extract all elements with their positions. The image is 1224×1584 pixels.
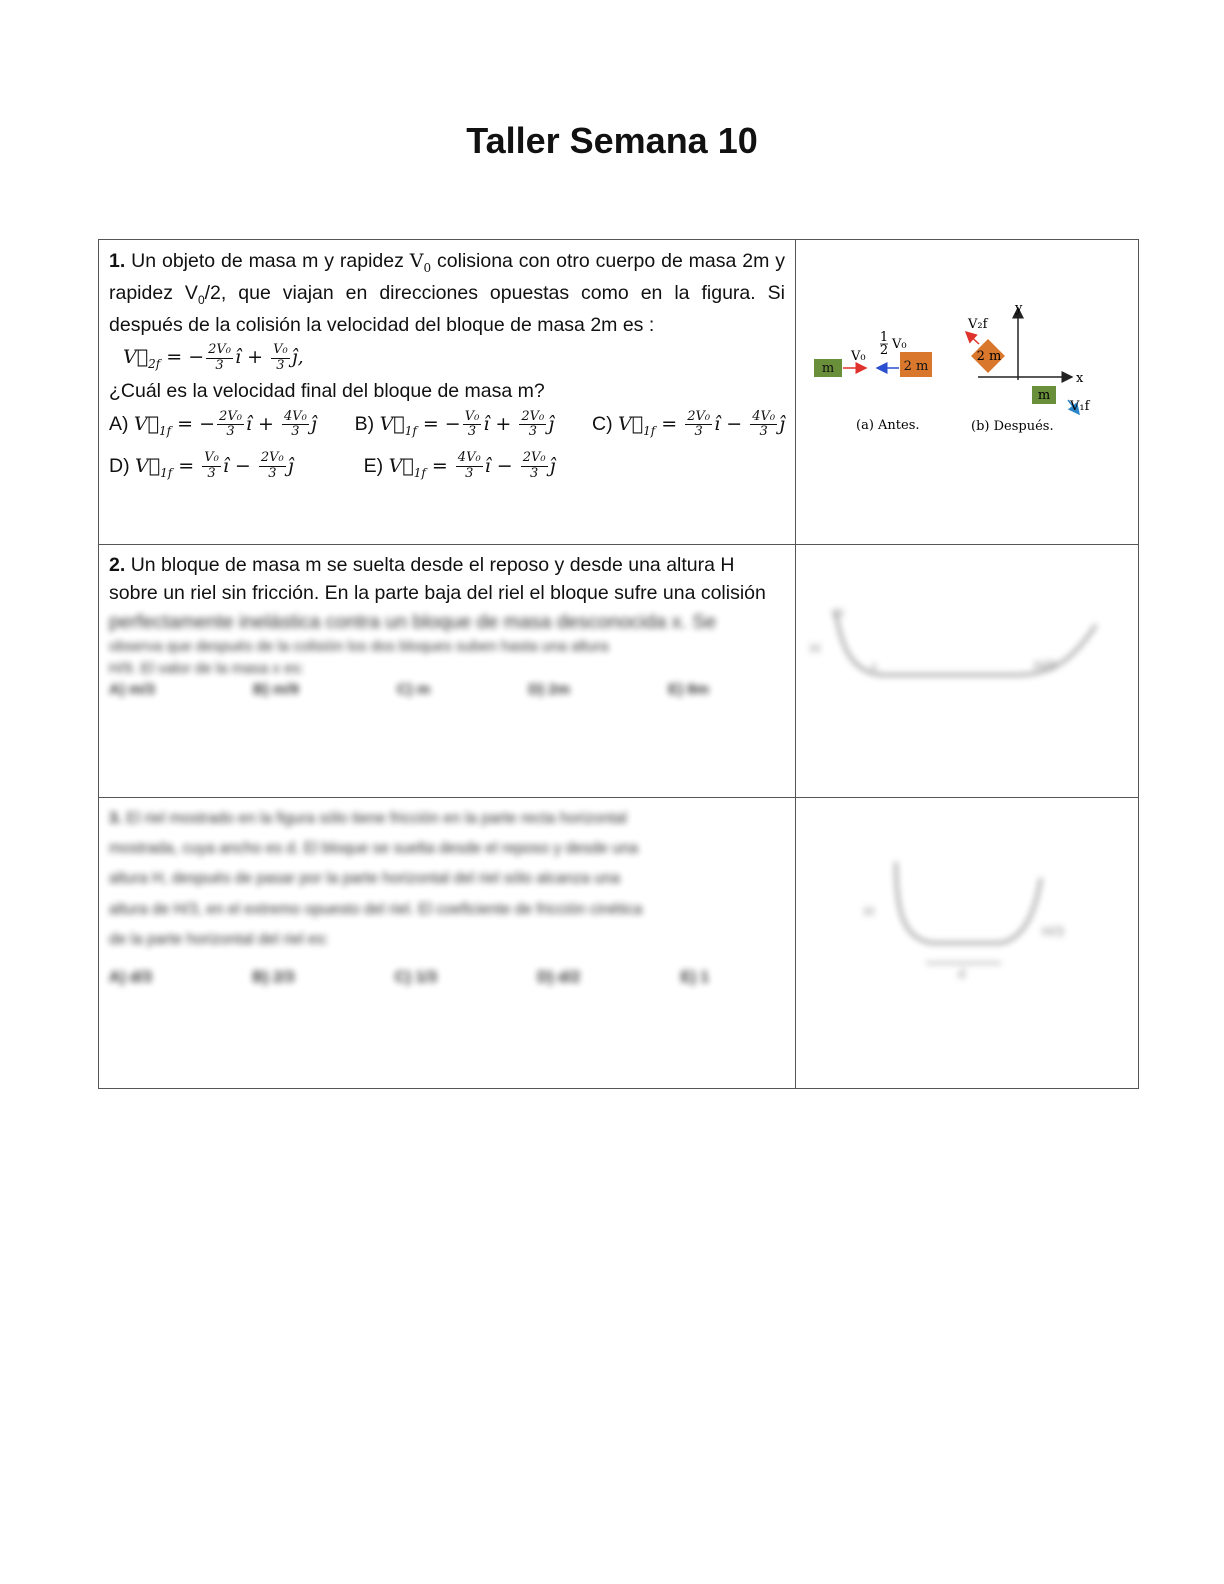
question-3-figure: [796, 798, 1139, 1089]
question-1-text: 1. Un objeto de masa m y rapidez $V_0$ colisiona con otro cuerpo de masa 2m y rapidez $V_0/2$, que viajan en direcciones opuestas como en la figura. Si después de la colisión la velocidad del bloque de masa 2m es : $V⃗_{2f}$ = − $\frac{\text{2V₀}}{3}$ î + $\frac{\text{V₀}}{3}$ ĵ, ¿Cuál es la velocidad final del bloque de masa m? A) $V⃗_{1f}$ = − $\frac{\text{2V₀}}{3}$ î + $\frac{\text{4V₀}}{3}$ ĵ B) $V⃗_{1f}$ = − $\frac{\text{V₀}}{3}$ î + $\frac{\text{2V₀}}{3}$ ĵ C) $V⃗_{1f}$ = $\frac{\text{2V₀}}{3}$ î − $\frac{\text{4V₀}}{3}$ ĵ D) $V⃗_{1f}$ = $\frac{\text{V₀}}{3}$ î − $\frac{\text{2V₀}}{3}$ ĵ E) $V⃗_{1f}$ = $\frac{\text{4V₀}}{3}$ î − $\frac{\text{2V₀}}{3}$ ĵ: [99, 240, 796, 545]
svg-text:x: x: [871, 659, 877, 673]
question-2-figure: [796, 545, 1139, 798]
question-row-2: [99, 545, 1139, 798]
v2f-arrow: [966, 332, 979, 344]
option-d: D) $V⃗_{1f}$ = $\frac{\text{V₀}}{3}$ î − $\frac{\text{2V₀}}{3}$ ĵ: [109, 450, 294, 482]
ramp-diagram-3: [796, 798, 1136, 1072]
option-c: C) $V⃗_{1f}$ = $\frac{\text{2V₀}}{3}$ î − $\frac{\text{4V₀}}{3}$ ĵ: [592, 408, 785, 440]
collision-diagram: [796, 240, 1136, 528]
svg-text:H: H: [810, 640, 821, 656]
question-number: 2.: [109, 554, 126, 576]
question-3-options: A) d/3 B) 2/3 C) 1/3 D) d/2 E) 1: [109, 969, 709, 987]
question-2-options: A) m/3 B) m/9 C) m D) 2m E) 8m: [109, 681, 709, 699]
question-row-1: [99, 240, 1139, 545]
question-2-text: 2. Un bloque de masa m se suelta desde el reposo y desde una altura H sobre un riel sin fricción. En la parte baja del riel el bloque sufre una colisión perfectamente inelástica contra un bloque de masa desconocida x. Se observa que después de la colisión los dos bloques suben hasta una altura H/9. El valor de la masa x es: A) m/3 B) m/9 C) m D) 2m E) 8m: [99, 545, 796, 798]
half-v-label: V₀: [892, 337, 907, 352]
page-title: Taller Semana 10: [466, 120, 758, 161]
block-m-after-label: m: [1037, 388, 1051, 403]
svg-text:m: m: [832, 604, 844, 620]
half-den: 2: [879, 343, 889, 358]
v0-label: V₀: [851, 349, 866, 364]
caption-antes: (a) Antes.: [856, 418, 920, 433]
questions-table: [98, 239, 1139, 1089]
question-row-3: [99, 798, 1139, 1089]
question-1-figure: [796, 240, 1139, 545]
ramp-diagram-2: [796, 545, 1136, 781]
x-axis-label: x: [1076, 371, 1084, 386]
options-row-2: [109, 451, 785, 483]
option-e: E) $V⃗_{1f}$ = $\frac{\text{4V₀}}{3}$ î − $\frac{\text{2V₀}}{3}$ ĵ: [363, 450, 556, 482]
question-3-text: 3. El riel mostrado en la figura sólo tiene fricción en la parte recta horizontal mostrada, cuya ancho es d. El bloque se suelta desde el reposo y desde una altura H, después de pasar por la parte horizontal del riel sólo alcanza una altura de H/3, en el extremo opuesto del riel. El coeficiente de fricción cinética de la parte horizontal del riel es: A) d/3 B) 2/3 C) 1/3 D) d/2 E) 1: [99, 798, 796, 1089]
svg-text:d: d: [958, 966, 966, 981]
svg-text:H: H: [864, 903, 875, 919]
caption-despues: (b) Después.: [971, 419, 1054, 434]
half-num: 1: [879, 330, 889, 345]
block-2m-after-label: 2 m: [976, 349, 1002, 364]
v2f-label: V₂f: [968, 317, 988, 332]
given-equation: $V⃗_{2f}$ = − $\frac{\text{2V₀}}{3}$ î + $\frac{\text{V₀}}{3}$ ĵ,: [123, 341, 304, 373]
option-b: B) $V⃗_{1f}$ = − $\frac{\text{V₀}}{3}$ î + $\frac{\text{2V₀}}{3}$ ĵ: [354, 408, 555, 440]
question-1-prompt: ¿Cuál es la velocidad final del bloque de masa m?: [109, 380, 545, 403]
block-2m-label: 2 m: [903, 359, 929, 374]
y-axis-label: y: [1015, 301, 1023, 316]
svg-text:H/9: H/9: [1034, 657, 1056, 673]
svg-text:H/3: H/3: [1042, 923, 1064, 939]
v1f-label: V₁f: [1070, 399, 1090, 414]
option-a: A) $V⃗_{1f}$ = − $\frac{\text{2V₀}}{3}$ î + $\frac{\text{4V₀}}{3}$ ĵ: [109, 408, 317, 440]
question-2-blurred: perfectamente inelástica contra un bloque de masa desconocida x. Se observa que después de la colisión los dos bloques suben hasta una altura H/9. El valor de la masa x es: A) m/3 B) m/9 C) m D) 2m E) 8m: [109, 608, 785, 702]
question-number: 1.: [109, 250, 126, 272]
options-row-1: [109, 409, 785, 441]
block-m-label: m: [821, 361, 835, 376]
